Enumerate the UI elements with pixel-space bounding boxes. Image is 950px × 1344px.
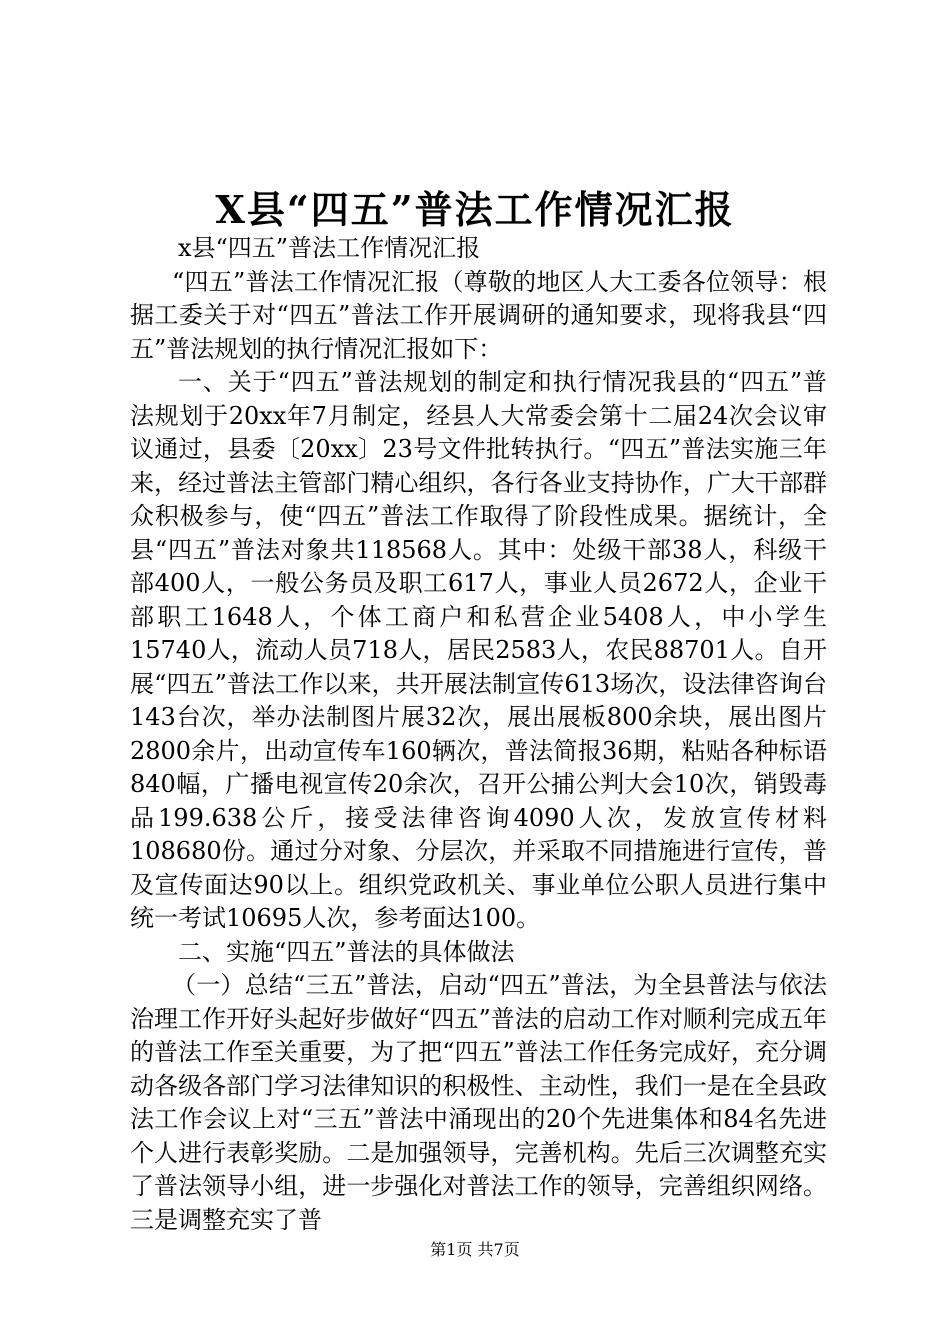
document-body <box>130 232 827 1237</box>
paragraph-section-two-heading: 二、实施“四五”普法的具体做法 <box>178 937 515 966</box>
page-indicator: 第1页 共7页 <box>430 1240 520 1259</box>
document-title: X县“四五”普法工作情况汇报 <box>215 187 735 232</box>
paragraph-section-two-item-one: （一）总结“三五”普法，启动“四五”普法，为全县普法与依法治理工作开好头起好步做好“四五”普法的启动工作对顺利完成五年的普法工作至关重要，为了把“四五”普法工作任务完成好，充分调动各级各部门学习法律知识的积极性、主动性，我们一是在全县政法工作会议上对“三五”普法中涌现出的20个先进集体和84名先进个人进行表彰奖励。二是加强领导，完善机构。先后三次调整充实了普法领导小组，进一步强化对普法工作的领导，完善组织网络。三是调整充实了普 <box>130 971 827 1234</box>
page-footer <box>0 1238 950 1262</box>
paragraph-subtitle: x县“四五”普法工作情况汇报 <box>178 234 481 262</box>
paragraph-section-one: 一、关于“四五”普法规划的制定和执行情况我县的“四五”普法规划于20xx年7月制定，经县人大常委会第十二届24次会议审议通过，县委〔20xx〕23号文件批转执行。“四五”普法实施三年来，经过普法主管部门精心组织，各行各业支持协作，广大干部群众积极参与，使“四五”普法工作取得了阶段性成果。据统计，全县“四五”普法对象共118568人。其中：处级干部38人，科级干部400人，一般公务员及职工617人，事业人员2672人，企业干部职工1648人，个体工商户和私营企业5408人，中小学生15740人，流动人员718人，居民2583人，农民88701人。自开展“四五”普法工作以来，共开展法制宣传613场次，设法律咨询台143台次，举办法制图片展32次，展出展板800余块，展出图片2800余片，出动宣传车160辆次，普法简报36期，粘贴各种标语840幅，广播电视宣传20余次，召开公捕公判大会10次，销毁毒品199.638公斤，接受法律咨询4090人次，发放宣传材料108680份。通过分对象、分层次，并采取不同措施进行宣传，普及宣传面达90以上。组织党政机关、事业单位公职人员进行集中统一考试10695人次，参考面达100。 <box>130 368 827 932</box>
paragraph-intro: “四五”普法工作情况汇报（尊敬的地区人大工委各位领导：根据工委关于对“四五”普法工作开展调研的通知要求，现将我县“四五”普法规划的执行情况汇报如下： <box>130 267 827 363</box>
